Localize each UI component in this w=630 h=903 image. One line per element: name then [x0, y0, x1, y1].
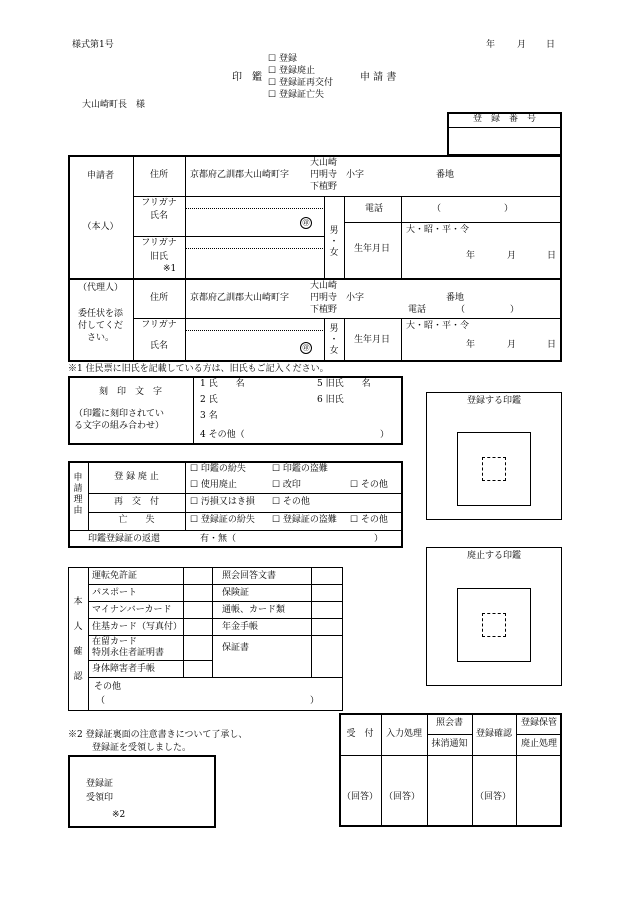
- id-guarantee[interactable]: 保証書: [222, 643, 250, 653]
- agent-phone-field[interactable]: （ ）: [456, 305, 520, 315]
- applicant-address-label: 住所: [149, 170, 168, 180]
- office-inquiry: 照会書: [435, 718, 463, 728]
- form-number: 様式第1号: [72, 40, 114, 50]
- engraving-item-3[interactable]: 3 名: [200, 411, 218, 421]
- engraving-item-2[interactable]: 2 氏: [200, 395, 218, 405]
- receipt-stamp-note: ※2: [112, 810, 126, 820]
- office-erasure: 抹消通知: [431, 739, 468, 749]
- id-mynumber[interactable]: マイナンバーカード: [92, 605, 172, 615]
- office-abolish: 廃止処理: [520, 739, 557, 749]
- engraving-other-close: ）: [380, 430, 390, 440]
- reason-abolish-other[interactable]: ☐ その他: [350, 480, 388, 490]
- agent-area-oyamazaki: 大山崎: [310, 281, 338, 291]
- reason-abolish-label: 登 録 廃 止: [114, 472, 159, 482]
- agent-address-label: 住所: [149, 293, 168, 303]
- applicant-area-oyamazaki: 大山崎: [310, 158, 338, 168]
- checkbox-icon: ☐: [268, 78, 277, 88]
- id-passport[interactable]: パスポート: [92, 588, 138, 598]
- agent-birth-day: 日: [547, 340, 557, 350]
- applicant-note1: ※1: [163, 264, 177, 274]
- option-abolish[interactable]: ☐ 登録廃止: [268, 66, 315, 76]
- reason-reissue-other[interactable]: ☐ その他: [272, 497, 310, 507]
- office-confirm: 登録確認: [475, 729, 512, 739]
- abolish-seal-label: 廃止する印鑑: [466, 551, 521, 561]
- option-reissue[interactable]: ☐ 登録証再交付: [268, 78, 333, 88]
- office-answer-1: （回答）: [342, 792, 379, 802]
- agent-birth-year: 年: [466, 340, 476, 350]
- applicant-old-furigana-label: フリガナ: [141, 238, 177, 248]
- office-reception: 受 付: [346, 729, 374, 739]
- agent-koaza: 小字: [346, 293, 365, 303]
- receipt-stamp-label-1: 登録証: [86, 779, 114, 789]
- reason-discontinue[interactable]: ☐ 使用廃止: [190, 480, 237, 490]
- office-input: 入力処理: [385, 729, 422, 739]
- reason-lost-other[interactable]: ☐ その他: [350, 515, 388, 525]
- receipt-stamp-label-2: 受領印: [86, 793, 114, 803]
- id-passbook[interactable]: 通帳、カード類: [222, 605, 286, 615]
- return-label: 印鑑登録証の返還: [88, 534, 161, 544]
- id-inquiry-answer[interactable]: 照会回答文書: [222, 571, 277, 581]
- register-seal-guide: [482, 457, 506, 481]
- applicant-birth-day: 日: [547, 251, 557, 261]
- reason-reissue-label: 再 交 付: [113, 497, 159, 507]
- agent-furigana-label: フリガナ: [141, 320, 177, 330]
- option-register[interactable]: ☐ 登録: [268, 54, 297, 64]
- id-other-open: （: [96, 696, 106, 706]
- engraving-item-1[interactable]: 1 氏 名: [200, 379, 245, 389]
- applicant-phone-label: 電話: [365, 204, 384, 214]
- applicant-old-name-label: 旧氏: [149, 252, 168, 262]
- office-storage: 登録保管: [520, 718, 557, 728]
- option-lost[interactable]: ☐ 登録証亡失: [268, 90, 324, 100]
- agreement-line-1: ※2 登録証裏面の注意書きについて了承し、: [68, 730, 248, 740]
- applicant-eras[interactable]: 大・昭・平・令: [406, 225, 470, 235]
- reason-label: 申 請 理 由: [73, 473, 83, 516]
- agent-name-label: 氏名: [149, 341, 168, 351]
- id-pension[interactable]: 年金手帳: [222, 622, 259, 632]
- agent-address-pref: 京都府乙訓郡大山崎町字: [190, 293, 290, 303]
- engraving-label: 刻 印 文 字: [98, 387, 162, 397]
- checkbox-icon: ☐: [268, 54, 277, 64]
- applicant-self-label: （本人）: [82, 222, 119, 232]
- return-value[interactable]: 有・無（: [200, 534, 237, 544]
- agreement-line-2: 登録証を受領しました。: [92, 743, 192, 753]
- agent-birth-label: 生年月日: [354, 335, 391, 345]
- registration-number-label: 登 録 番 号: [472, 114, 536, 124]
- engraving-sub-2: る文字の組み合わせ）: [74, 421, 165, 431]
- applicant-birth-year: 年: [466, 251, 476, 261]
- id-other-close: ）: [310, 696, 320, 706]
- applicant-phone-field[interactable]: （ ）: [432, 204, 514, 214]
- applicant-koaza: 小字: [346, 170, 365, 180]
- register-seal-label: 登録する印鑑: [466, 396, 521, 406]
- applicant-area-shimoueno: 下植野: [310, 182, 338, 192]
- engraving-sub-1: （印鑑に刻印されてい: [74, 409, 165, 419]
- applicant-address-pref: 京都府乙訓郡大山崎町字: [190, 170, 290, 180]
- engraving-item-5[interactable]: 5 旧氏 名: [317, 379, 371, 389]
- applicant-birth-month: 月: [507, 251, 517, 261]
- engraving-item-6[interactable]: 6 旧氏: [317, 395, 344, 405]
- applicant-banchi: 番地: [436, 170, 455, 180]
- addressee: 大山崎町長 様: [82, 100, 146, 110]
- reason-stolen-card[interactable]: ☐ 登録証の盗難: [272, 515, 337, 525]
- receipt-stamp-box[interactable]: [68, 755, 216, 828]
- agent-birth-month: 月: [507, 340, 517, 350]
- applicant-name-label: 氏名: [149, 211, 168, 221]
- checkbox-icon: ☐: [268, 66, 277, 76]
- reason-lost-label: 亡 失: [118, 515, 155, 525]
- id-other-label: その他: [94, 682, 122, 692]
- agent-banchi: 番地: [446, 293, 465, 303]
- applicant-birth-label: 生年月日: [354, 244, 391, 254]
- agent-area-shimoueno: 下植野: [310, 305, 338, 315]
- id-disability[interactable]: 身体障害者手帳: [92, 664, 156, 674]
- return-close: ）: [374, 534, 384, 544]
- agent-seal-icon: ㊞: [300, 342, 312, 354]
- title-left: 印 鑑: [232, 72, 262, 83]
- applicant-sex[interactable]: 男 ・ 女: [329, 226, 339, 258]
- agent-eras[interactable]: 大・昭・平・令: [406, 321, 470, 331]
- id-special-permanent[interactable]: 特別永住者証明書: [92, 648, 165, 658]
- abolish-seal-guide: [482, 613, 506, 637]
- office-answer-3: （回答）: [475, 792, 512, 802]
- reason-lost-card[interactable]: ☐ 登録証の紛失: [190, 515, 255, 525]
- id-residence-card[interactable]: 在留カード: [92, 637, 138, 647]
- applicant-seal-icon: ㊞: [300, 217, 312, 229]
- agent-note: 委任状を添 付してくだ さい。: [77, 309, 123, 343]
- agent-label: （代理人）: [77, 283, 123, 293]
- applicant-area-enmyoji: 円明寺: [310, 170, 338, 180]
- applicant-label: 申請者: [86, 171, 114, 181]
- agent-phone-label: 電話: [408, 305, 427, 315]
- id-insurance[interactable]: 保険証: [222, 588, 250, 598]
- reason-change-seal[interactable]: ☐ 改印: [272, 480, 301, 490]
- reason-stolen-seal[interactable]: ☐ 印鑑の盗難: [272, 464, 328, 474]
- date-month: 月: [517, 40, 527, 50]
- date-day: 日: [546, 40, 556, 50]
- agent-area-enmyoji: 円明寺: [310, 293, 338, 303]
- reason-damaged[interactable]: ☐ 汚損又はき損: [190, 497, 255, 507]
- agent-sex[interactable]: 男 ・ 女: [329, 324, 339, 356]
- reason-lost-seal[interactable]: ☐ 印鑑の紛失: [190, 464, 246, 474]
- office-answer-2: （回答）: [384, 792, 421, 802]
- applicant-furigana-label: フリガナ: [141, 198, 177, 208]
- old-name-note: ※1 住民票に旧氏を記載している方は、旧氏もご記入ください。: [68, 364, 329, 374]
- id-juki-card[interactable]: 住基カード（写真付）: [92, 622, 183, 632]
- id-drivers-license[interactable]: 運転免許証: [92, 571, 138, 581]
- engraving-item-4[interactable]: 4 その他（: [200, 430, 245, 440]
- checkbox-icon: ☐: [268, 90, 277, 100]
- identity-label: 本 人 確 認: [73, 597, 83, 682]
- title-right: 申 請 書: [360, 72, 397, 83]
- date-year: 年: [486, 40, 496, 50]
